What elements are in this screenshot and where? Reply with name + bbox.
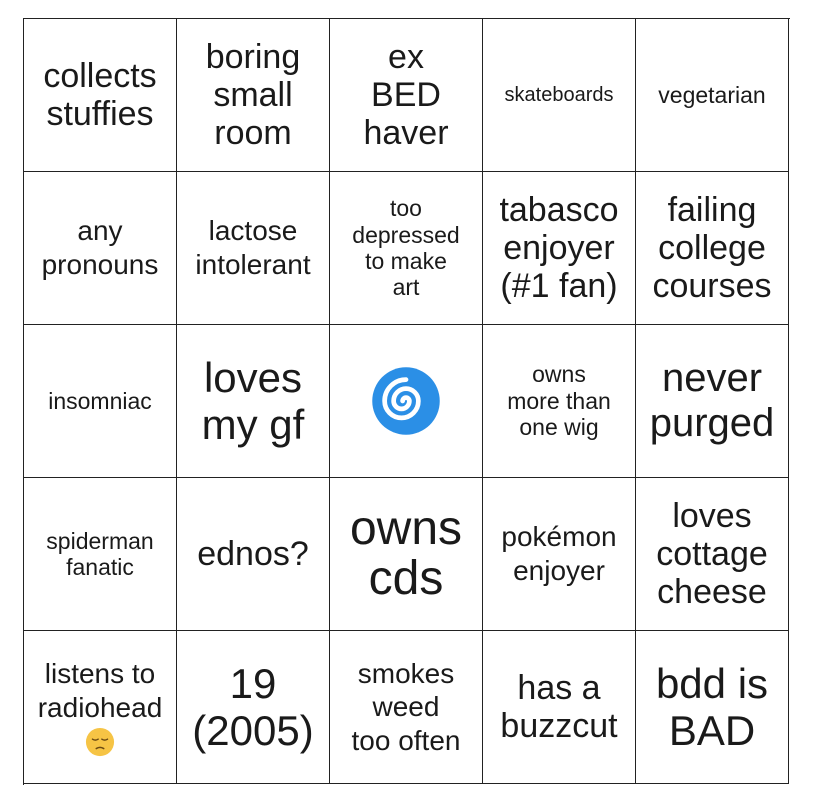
bingo-cell xyxy=(636,172,789,325)
bingo-cell xyxy=(177,172,330,325)
cell-text: lactose intolerant xyxy=(195,215,311,280)
cell-text: collects stuffies xyxy=(43,56,157,133)
cell-text: smokes weed too often xyxy=(351,657,461,756)
bingo-cell xyxy=(330,172,483,325)
cell-text: skateboards xyxy=(504,83,614,106)
pensive-face-emoji-icon xyxy=(85,727,115,757)
cell-text: pokémon enjoyer xyxy=(501,521,617,586)
cell-text: insomniac xyxy=(48,387,152,414)
cell-text: ex BED haver xyxy=(363,37,449,153)
cell-text: never purged xyxy=(649,356,775,445)
cell-text: loves cottage cheese xyxy=(656,496,768,612)
bingo-cell xyxy=(330,478,483,631)
cell-text: owns cds xyxy=(349,501,463,605)
bingo-cell xyxy=(177,631,330,784)
bingo-cell xyxy=(24,478,177,631)
cell-text: has a buzzcut xyxy=(500,668,618,745)
cell-text: listens to radiohead xyxy=(37,658,163,723)
cell-text: too depressed to make art xyxy=(352,195,460,301)
bingo-cell xyxy=(177,325,330,478)
cell-text: boring small room xyxy=(205,37,301,153)
cell-text: failing college courses xyxy=(652,190,772,306)
bingo-cell xyxy=(177,19,330,172)
bingo-cell xyxy=(24,631,177,784)
cell-text: bdd is BAD xyxy=(655,659,769,754)
cell-text: tabasco enjoyer (#1 fan) xyxy=(499,190,619,306)
cell-text: any pronouns xyxy=(41,215,159,280)
cell-text: spiderman fanatic xyxy=(46,527,154,580)
bingo-cell xyxy=(483,631,636,784)
cell-text: vegetarian xyxy=(658,81,766,108)
bingo-cell xyxy=(483,325,636,478)
bingo-cell-free-space xyxy=(330,325,483,478)
bingo-cell xyxy=(636,478,789,631)
bingo-board xyxy=(23,18,790,785)
bingo-cell xyxy=(24,172,177,325)
cell-text: loves my gf xyxy=(201,353,305,448)
bingo-cell xyxy=(330,631,483,784)
bingo-cell xyxy=(483,19,636,172)
bingo-cell xyxy=(636,631,789,784)
cyclone-spiral-icon xyxy=(370,365,442,437)
bingo-cell xyxy=(330,19,483,172)
cell-text: owns more than one wig xyxy=(507,361,611,441)
bingo-cell xyxy=(483,478,636,631)
bingo-cell xyxy=(24,325,177,478)
cell-text: 19 (2005) xyxy=(192,659,314,754)
bingo-cell xyxy=(24,19,177,172)
bingo-cell xyxy=(636,325,789,478)
cell-text: ednos? xyxy=(197,534,309,573)
bingo-cell xyxy=(636,19,789,172)
bingo-cell xyxy=(177,478,330,631)
bingo-cell xyxy=(483,172,636,325)
